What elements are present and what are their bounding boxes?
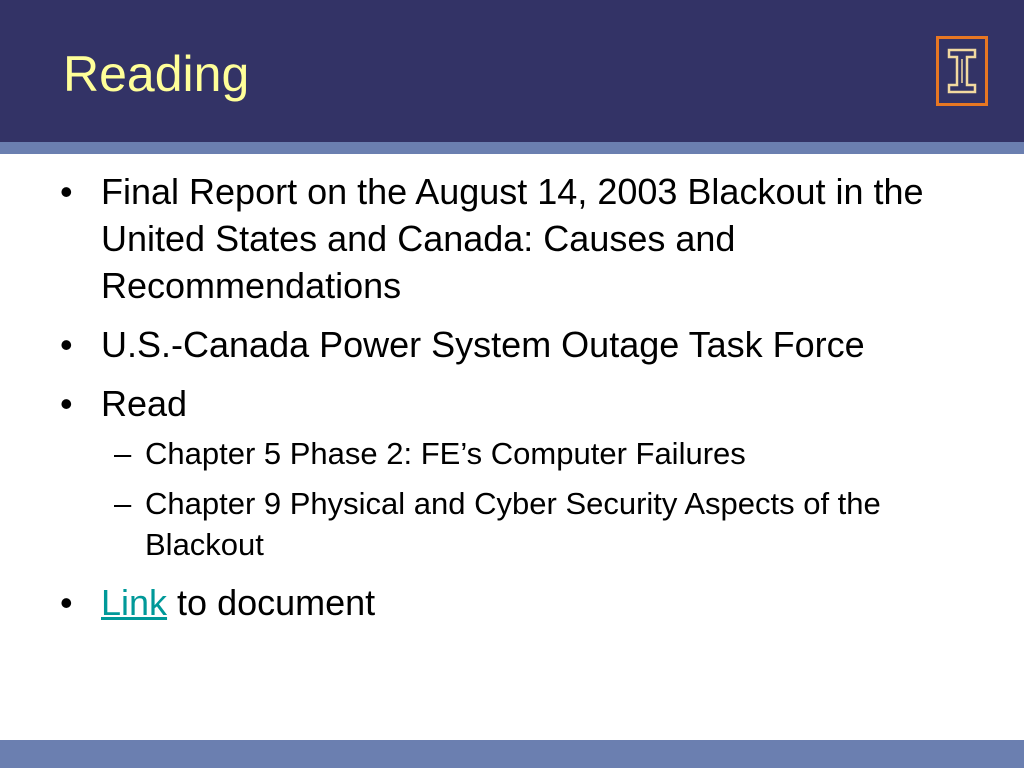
bullet-icon: •: [60, 383, 73, 424]
sub-item-text: Chapter 5 Phase 2: FE’s Computer Failures: [145, 436, 746, 471]
slide-title: Reading: [63, 46, 250, 102]
slide-body: [60, 168, 980, 638]
accent-band: [0, 142, 1024, 154]
footer-band: [0, 740, 1024, 768]
document-link[interactable]: Link: [101, 582, 168, 623]
sub-item-text: Chapter 9 Physical and Cyber Security Aspects of the Blackout: [145, 486, 881, 562]
sub-item-chapter-9: [60, 483, 980, 565]
bullet-text: U.S.-Canada Power System Outage Task Force: [101, 324, 865, 365]
title-bar: [0, 0, 1024, 142]
bullet-item-read: [60, 380, 980, 427]
link-suffix-text: to document: [167, 582, 376, 623]
bullet-icon: •: [60, 582, 73, 623]
bullet-text: Final Report on the August 14, 2003 Blackout in the United States and Canada: Causes and Recommendations: [101, 171, 924, 306]
sub-item-chapter-5: [60, 433, 980, 474]
bullet-text: Read: [101, 383, 188, 424]
dash-icon: –: [114, 436, 132, 471]
bullet-icon: •: [60, 324, 73, 365]
dash-icon: –: [114, 486, 132, 521]
bullet-item-report: [60, 168, 980, 309]
bullet-item-task-force: [60, 321, 980, 368]
university-block-i-logo-icon: [936, 36, 988, 106]
bullet-item-link: [60, 579, 980, 626]
bullet-icon: •: [60, 171, 73, 212]
